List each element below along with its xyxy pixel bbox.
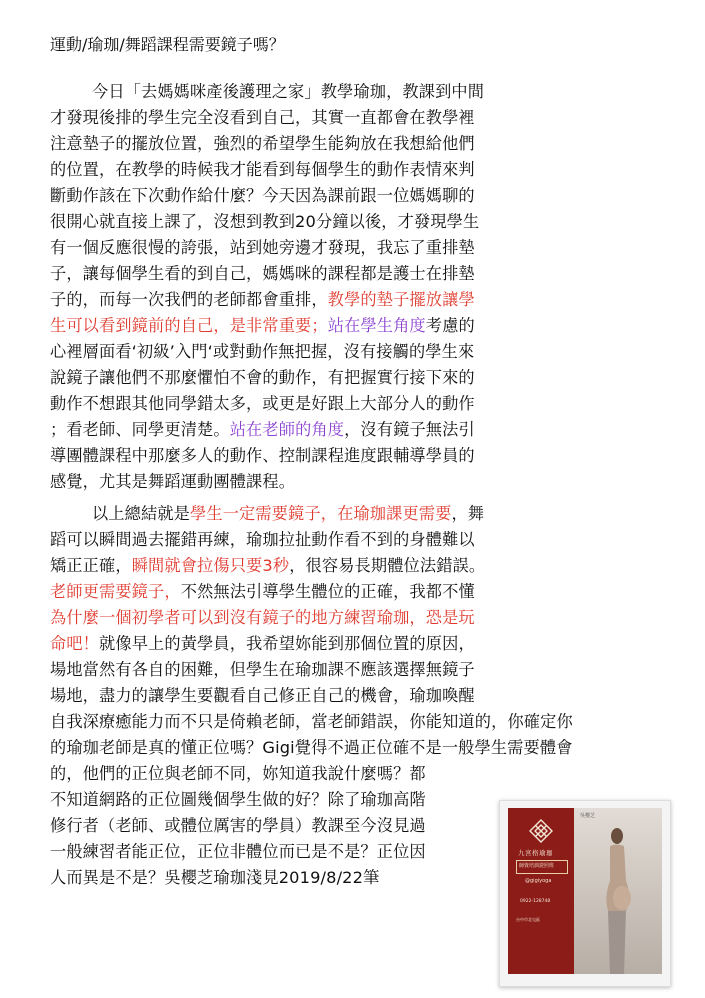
text-line	[50, 762, 426, 786]
text-line	[50, 106, 475, 130]
highlighted-text: 瞬間就會拉傷只要3秒	[131, 556, 290, 575]
endless-knot-icon	[528, 818, 554, 844]
text-segment: 的，他們的正位與老師不同，妳知道我說什麼嗎？都	[50, 764, 426, 783]
text-line	[50, 210, 479, 234]
text-line	[50, 736, 573, 760]
text-segment: 人而異是不是？吳櫻芝瑜珈淺見2019/8/22筆	[50, 868, 380, 887]
text-line	[50, 444, 475, 468]
document-title: 運動/瑜珈/舞蹈課程需要鏡子嗎？	[50, 35, 285, 54]
text-line	[50, 866, 379, 890]
text-line	[50, 632, 475, 656]
text-segment: 的位置，在教學的時候我才能看到每個學生的動作表情來判	[50, 160, 475, 179]
card-handle: @gigiyoga	[525, 878, 552, 884]
highlighted-text: 教學的墊子擺放讓學	[327, 290, 475, 309]
text-segment: ，舞	[451, 504, 485, 523]
text-segment: 矯正正確，	[50, 556, 132, 575]
text-segment: 修行者（老師、或體位厲害的學員）教課至今沒見過	[50, 816, 426, 835]
business-card-image	[508, 808, 662, 974]
text-segment: 不然無法引導學生體位的正確，我都不懂	[180, 582, 475, 601]
text-line	[50, 470, 295, 494]
text-segment: 子的，而每一次我們的老師都會重排，	[50, 290, 328, 309]
text-segment: 一般練習者能正位，正位非體位而已是不是？正位因	[50, 842, 426, 861]
text-segment: 感覺，尤其是舞蹈運動團體課程。	[50, 472, 296, 491]
text-segment: 心裡層面看‘初級’入門‘或對動作無把握，沒有接觸的學生來	[50, 342, 475, 361]
highlighted-text: 老師更需要鏡子，	[50, 582, 181, 601]
highlighted-text: 站在老師的角度	[229, 420, 345, 439]
text-segment: ，沒有鏡子無法引	[344, 420, 475, 439]
card-address: 台中市北屯區	[516, 917, 540, 922]
text-line	[50, 236, 475, 260]
text-line	[50, 132, 475, 156]
text-segment: 就像早上的黃學員，我希望妳能到那個位置的原因，	[99, 634, 475, 653]
text-line	[50, 158, 475, 182]
text-line	[50, 710, 573, 734]
text-line	[50, 288, 475, 312]
highlighted-text: 學生一定需要鏡子，在瑜珈課更需要	[190, 504, 452, 523]
text-segment: 很開心就直接上課了，沒想到教到20分鐘以後，才發現學生	[50, 212, 480, 231]
card-course-label: 師資培訓證照班	[519, 863, 555, 869]
text-segment: 導團體課程中那麼多人的動作、控制課程進度跟輔導學員的	[50, 446, 475, 465]
card-phone: 0922-128748	[520, 899, 551, 904]
text-line	[92, 80, 484, 104]
text-segment: 注意墊子的擺放位置，強烈的希望學生能夠放在我想給他們	[50, 134, 475, 153]
text-segment: 今日「去媽媽咪產後護理之家」教學瑜珈，教課到中間	[92, 82, 485, 101]
text-line	[50, 788, 426, 812]
text-segment: 的瑜珈老師是真的懂正位嗎？Gigi覺得不過正位確不是一般學生需要體會	[50, 738, 573, 757]
text-segment: 才發現後排的學生完全沒看到自己，其實一直都會在教學裡	[50, 108, 475, 127]
text-segment: 說鏡子讓他們不那麼懼怕不會的動作，有把握實行接下來的	[50, 368, 475, 387]
text-line	[50, 554, 485, 578]
text-line	[50, 366, 475, 390]
card-brand: 九宮格瑜珈	[518, 849, 553, 857]
text-segment: 自我深療癒能力而不只是倚賴老師，當老師錯誤，你能知道的，你確定你	[50, 712, 573, 731]
card-name: 吳櫻芝	[580, 813, 596, 819]
text-line	[50, 840, 426, 864]
highlighted-text: 生可以看到鏡前的自己，是非常重要；	[50, 316, 328, 335]
text-line	[50, 392, 475, 416]
text-line	[50, 184, 475, 208]
text-segment: 斷動作該在下次動作給什麼？今天因為課前跟一位媽媽聊的	[50, 186, 475, 205]
text-segment: 考慮的	[425, 316, 475, 335]
woman-figure-icon	[600, 826, 634, 974]
text-line	[50, 418, 475, 442]
text-line	[50, 528, 475, 552]
text-line	[50, 658, 475, 682]
text-segment: 不知道網路的正位圖幾個學生做的好？除了瑜珈高階	[50, 790, 426, 809]
text-line	[50, 340, 474, 364]
highlighted-text: 命吧！	[50, 634, 100, 653]
text-line	[50, 580, 475, 604]
text-segment: 動作不想跟其他同學錯太多，或更是好跟上大部分人的動作	[50, 394, 475, 413]
text-line	[92, 502, 484, 526]
text-line	[50, 684, 475, 708]
text-segment: 子，讓每個學生看的到自己，媽媽咪的課程都是護士在排墊	[50, 264, 475, 283]
highlighted-text: 為什麼一個初學者可以到沒有鏡子的地方練習瑜珈，恐是玩	[50, 608, 475, 627]
highlighted-text: 站在學生角度	[327, 316, 426, 335]
text-line	[50, 262, 475, 286]
card-red-panel	[508, 808, 574, 974]
text-segment: 場地當然有各自的困難，但學生在瑜珈課不應該選擇無鏡子	[50, 660, 475, 679]
text-segment: ，很容易長期體位法錯誤。	[289, 556, 486, 575]
text-segment: 場地，盡力的讓學生要觀看自己修正自己的機會，瑜珈喚醒	[50, 686, 475, 705]
text-segment: 蹈可以瞬間過去擺錯再練，瑜珈拉扯動作看不到的身體難以	[50, 530, 475, 549]
text-line	[50, 814, 426, 838]
text-segment: 以上總結就是	[92, 504, 191, 523]
text-segment: ；看老師、同學更清楚。	[50, 420, 230, 439]
text-segment: 有一個反應很慢的誇張，站到她旁邊才發現，我忘了重排墊	[50, 238, 475, 257]
text-line	[50, 606, 475, 630]
text-line	[50, 314, 475, 338]
